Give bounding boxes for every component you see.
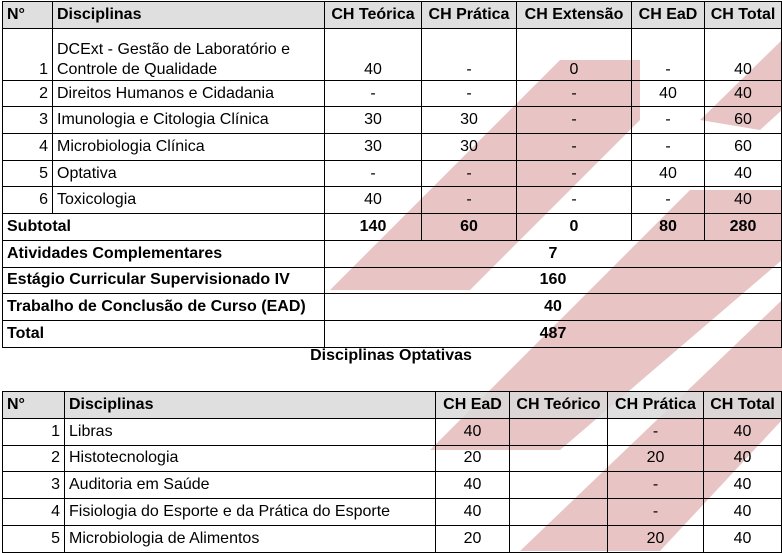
header-ch-ead: CH EaD [632, 2, 705, 29]
row-number: 1 [3, 418, 65, 445]
estagio-value: 160 [325, 267, 782, 294]
subtotal-ch-teorica: 140 [325, 214, 422, 241]
header-ch-teorico: CH Teórico [510, 392, 608, 419]
header-disciplinas: Disciplinas [65, 392, 436, 419]
row-ch-total: 40 [704, 525, 782, 552]
header-ch-total: CH Total [704, 392, 782, 419]
row-disciplina: DCExt - Gestão de Laboratório e Controle de Qualidade [53, 28, 325, 80]
header-disciplinas: Disciplinas [53, 2, 325, 29]
header-ch-extensao: CH Extensão [517, 2, 632, 29]
row-ch-total: 40 [705, 80, 782, 107]
row-ch-teorico [510, 445, 608, 472]
row-ch-teorica: - [325, 160, 422, 187]
row-ch-total: 40 [705, 187, 782, 214]
row-ch-ead: - [632, 187, 705, 214]
table-header-row [3, 2, 782, 29]
row-disciplina: Direitos Humanos e Cidadania [53, 80, 325, 107]
row-disciplina: Libras [65, 418, 436, 445]
row-ch-ead: 20 [436, 525, 510, 552]
table-row [3, 187, 782, 214]
row-ch-ead: 40 [632, 80, 705, 107]
table-row [3, 499, 782, 526]
row-number: 1 [3, 28, 53, 80]
subtotal-row [3, 214, 782, 241]
row-ch-pratica: 20 [608, 445, 704, 472]
tcc-value: 40 [325, 294, 782, 321]
row-ch-total: 40 [704, 472, 782, 499]
row-number: 4 [3, 134, 53, 161]
total-value: 487 [325, 320, 782, 347]
header-numero: N° [3, 2, 53, 29]
row-ch-pratica: - [422, 28, 517, 80]
row-disciplina: Microbiologia Clínica [53, 134, 325, 161]
row-ch-pratica: - [422, 80, 517, 107]
header-ch-ead: CH EaD [436, 392, 510, 419]
subtotal-ch-ead: 80 [632, 214, 705, 241]
tcc-row [3, 294, 782, 321]
row-ch-pratica: 30 [422, 107, 517, 134]
row-ch-teorica: 40 [325, 28, 422, 80]
row-disciplina: Toxicologia [53, 187, 325, 214]
row-disciplina: Imunologia e Citologia Clínica [53, 107, 325, 134]
row-number: 3 [3, 107, 53, 134]
row-ch-pratica: - [608, 499, 704, 526]
row-ch-ead: 40 [436, 418, 510, 445]
header-numero: N° [3, 392, 65, 419]
row-number: 3 [3, 472, 65, 499]
subtotal-ch-total: 280 [705, 214, 782, 241]
row-ch-ead: 20 [436, 445, 510, 472]
row-ch-extensao: - [517, 80, 632, 107]
row-ch-total: 60 [705, 107, 782, 134]
row-ch-teorico [510, 472, 608, 499]
atividades-row [3, 240, 782, 267]
table-row [3, 472, 782, 499]
row-number: 5 [3, 160, 53, 187]
row-ch-pratica: - [422, 187, 517, 214]
atividades-value: 7 [325, 240, 782, 267]
optativas-table [2, 391, 782, 553]
subtotal-ch-extensao: 0 [517, 214, 632, 241]
table-row [3, 160, 782, 187]
row-disciplina: Fisiologia do Esporte e da Prática do Esporte [65, 499, 436, 526]
row-ch-pratica: - [608, 472, 704, 499]
subtotal-label: Subtotal [3, 214, 325, 241]
row-ch-pratica: 30 [422, 134, 517, 161]
row-number: 2 [3, 80, 53, 107]
row-ch-ead: 40 [436, 499, 510, 526]
table-row [3, 134, 782, 161]
row-number: 4 [3, 499, 65, 526]
row-ch-ead: - [632, 107, 705, 134]
row-ch-ead: - [632, 134, 705, 161]
row-ch-extensao: - [517, 187, 632, 214]
header-ch-teorica: CH Teórica [325, 2, 422, 29]
table-row [3, 28, 782, 80]
row-ch-extensao: - [517, 160, 632, 187]
row-ch-total: 40 [704, 445, 782, 472]
row-ch-teorica: 30 [325, 134, 422, 161]
row-ch-teorica: 40 [325, 187, 422, 214]
row-ch-teorico [510, 418, 608, 445]
row-ch-pratica: 20 [608, 525, 704, 552]
row-disciplina: Histotecnologia [65, 445, 436, 472]
header-ch-pratica: CH Prática [422, 2, 517, 29]
row-ch-total: 60 [705, 134, 782, 161]
atividades-label: Atividades Complementares [3, 240, 325, 267]
row-ch-extensao: - [517, 134, 632, 161]
estagio-row [3, 267, 782, 294]
table-row [3, 80, 782, 107]
table-row [3, 418, 782, 445]
row-ch-ead: 40 [436, 472, 510, 499]
row-ch-total: 40 [704, 418, 782, 445]
header-ch-total: CH Total [705, 2, 782, 29]
row-number: 5 [3, 525, 65, 552]
table-row [3, 445, 782, 472]
row-ch-total: 40 [705, 28, 782, 80]
row-ch-total: 40 [705, 160, 782, 187]
row-ch-ead: 40 [632, 160, 705, 187]
row-disciplina: Optativa [53, 160, 325, 187]
row-ch-total: 40 [704, 499, 782, 526]
row-ch-teorica: 30 [325, 107, 422, 134]
row-number: 6 [3, 187, 53, 214]
total-label: Total [3, 320, 325, 347]
row-ch-extensao: 0 [517, 28, 632, 80]
row-ch-teorico [510, 525, 608, 552]
table-row [3, 107, 782, 134]
row-number: 2 [3, 445, 65, 472]
disciplinas-table [2, 1, 782, 348]
row-ch-extensao: - [517, 107, 632, 134]
table-row [3, 525, 782, 552]
estagio-label: Estágio Curricular Supervisionado IV [3, 267, 325, 294]
row-ch-ead: - [632, 28, 705, 80]
row-ch-teorica: - [325, 80, 422, 107]
optativas-caption: Disciplinas Optativas [310, 347, 472, 364]
total-row [3, 320, 782, 347]
tcc-label: Trabalho de Conclusão de Curso (EAD) [3, 294, 325, 321]
header-ch-pratica: CH Prática [608, 392, 704, 419]
row-ch-teorico [510, 499, 608, 526]
subtotal-ch-pratica: 60 [422, 214, 517, 241]
row-disciplina: Auditoria em Saúde [65, 472, 436, 499]
row-ch-pratica: - [422, 160, 517, 187]
row-ch-pratica: - [608, 418, 704, 445]
row-disciplina: Microbiologia de Alimentos [65, 525, 436, 552]
table-header-row [3, 392, 782, 419]
